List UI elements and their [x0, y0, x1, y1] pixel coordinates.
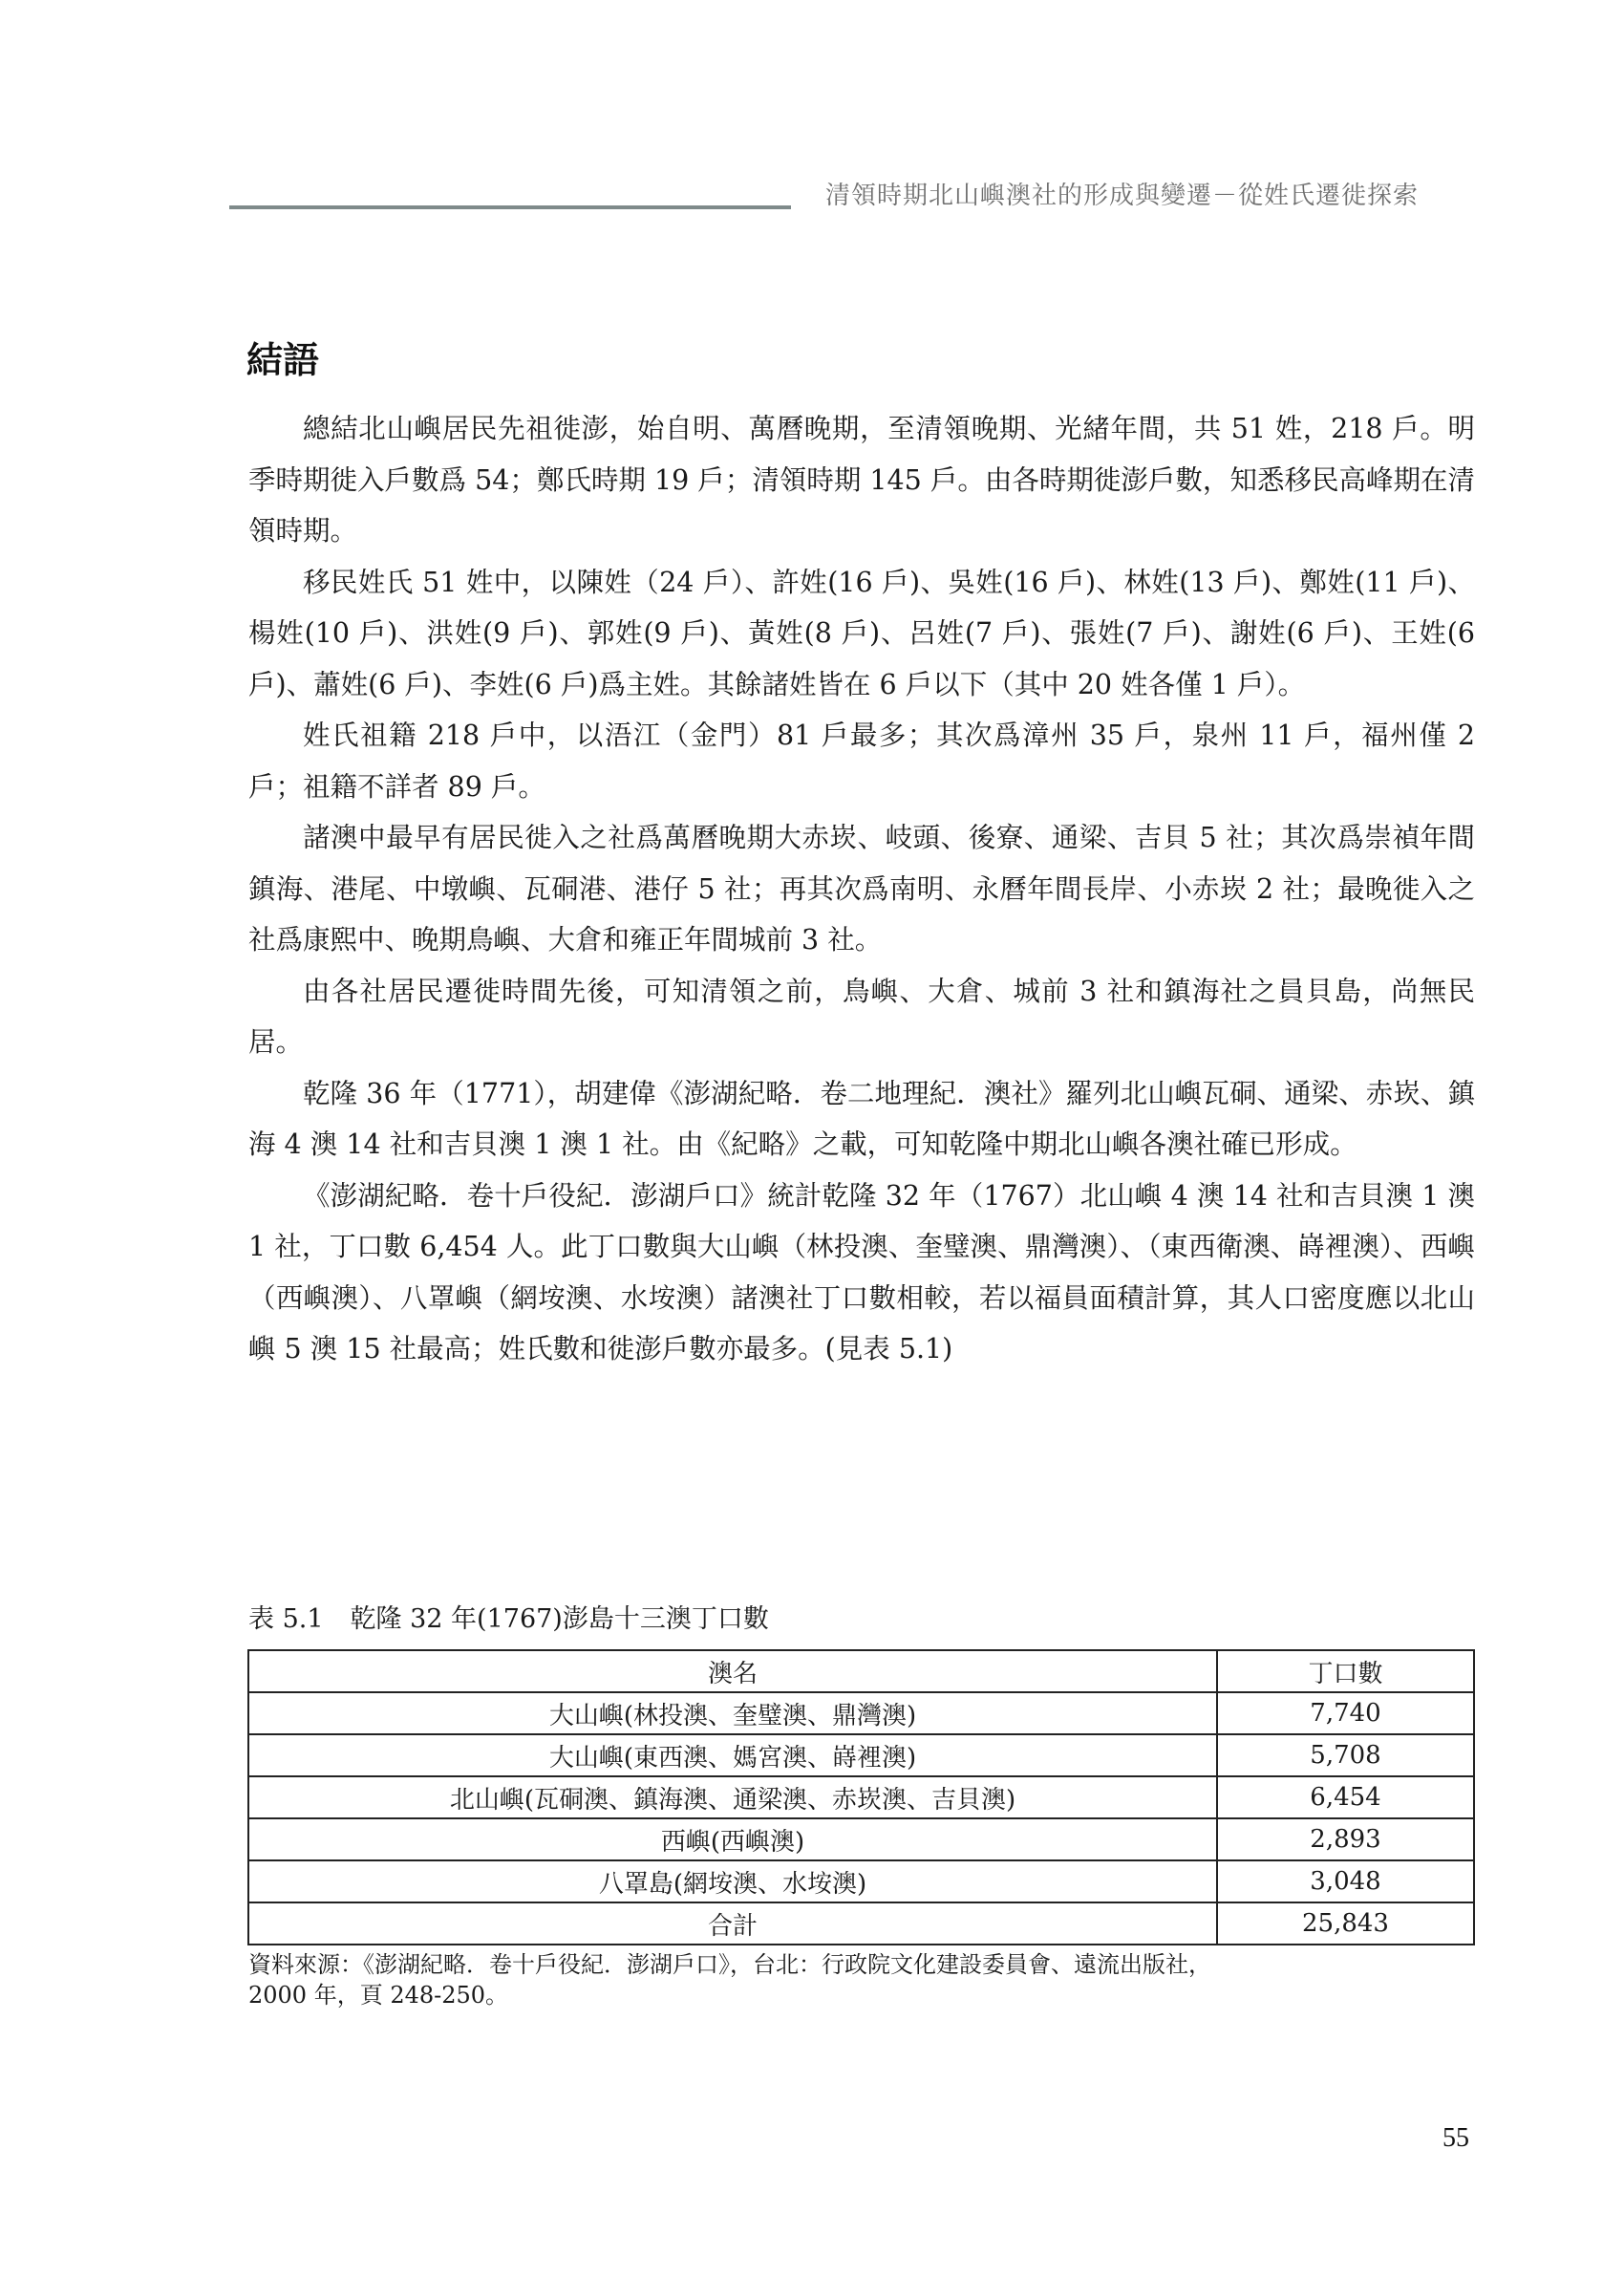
population-table: [247, 1649, 1475, 1945]
table-row: [248, 1818, 1474, 1860]
column-header-name: 澳名: [248, 1650, 1217, 1692]
body-text: [248, 403, 1475, 1375]
table-total-row: [248, 1902, 1474, 1945]
running-head-title: 清領時期北山嶼澳社的形成與變遷－從姓氏遷徙探索: [825, 182, 1420, 210]
column-header-population: 丁口數: [1217, 1650, 1474, 1692]
table-source-note: [248, 1949, 1481, 2010]
table-row: [248, 1860, 1474, 1902]
cell-name: 西嶼(西嶼澳): [248, 1818, 1217, 1860]
cell-name: 八罩島(網垵澳、水垵澳): [248, 1860, 1217, 1902]
cell-name: 大山嶼(東西澳、媽宮澳、嵵裡澳): [248, 1734, 1217, 1776]
cell-value: 3,048: [1217, 1860, 1474, 1902]
page-number: 55: [1442, 2123, 1469, 2153]
paragraph: 移民姓氏 51 姓中，以陳姓（24 戶）、許姓(16 戶)、吳姓(16 戶)、林姓(13 戶)、鄭姓(11 戶)、楊姓(10 戶)、洪姓(9 戶)、郭姓(9 戶)、黃姓(8 戶)、呂姓(7 戶)、張姓(7 戶)、謝姓(6 戶)、王姓(6 戶)、蕭姓(6 戶)、李姓(6 戶)爲主姓。其餘諸姓皆在 6 戶以下（其中 20 姓各僅 1 戶）。: [248, 566, 1475, 700]
table-row: [248, 1692, 1474, 1734]
table-caption-title: 乾隆 32 年(1767)澎島十三澳丁口數: [350, 1604, 769, 1634]
paragraph: 姓氏祖籍 218 戶中，以浯江（金門）81 戶最多；其次爲漳州 35 戶，泉州 11 戶，福州僅 2 戶；祖籍不詳者 89 戶。: [248, 720, 1475, 803]
table-caption-number: 表 5.1: [248, 1604, 324, 1634]
cell-name: 大山嶼(林投澳、奎璧澳、鼎灣澳): [248, 1692, 1217, 1734]
cell-value: 25,843: [1217, 1902, 1474, 1945]
paragraph: 諸澳中最早有居民徙入之社爲萬曆晚期大赤崁、岐頭、後寮、通梁、吉貝 5 社；其次爲崇禎年間鎮海、港尾、中墩嶼、瓦硐港、港仔 5 社；再其次爲南明、永曆年間長岸、小赤崁 2 社；最晚徙入之社爲康熙中、晚期鳥嶼、大倉和雍正年間城前 3 社。: [248, 822, 1475, 956]
cell-value: 5,708: [1217, 1734, 1474, 1776]
table-caption: [248, 1598, 769, 1635]
cell-name: 北山嶼(瓦硐澳、鎮海澳、通梁澳、赤崁澳、吉貝澳): [248, 1776, 1217, 1818]
source-line: 資料來源：《澎湖紀略．卷十戶役紀．澎湖戶口》，台北：行政院文化建設委員會、遠流出版社，: [248, 1951, 1211, 1978]
cell-name: 合計: [248, 1902, 1217, 1945]
running-head-rule: [229, 205, 791, 209]
table-row: [248, 1734, 1474, 1776]
paragraph: 由各社居民遷徙時間先後，可知清領之前，鳥嶼、大倉、城前 3 社和鎮海社之員貝島，尚無民居。: [248, 975, 1475, 1058]
table-row: [248, 1776, 1474, 1818]
table-header-row: [248, 1650, 1474, 1692]
section-heading: 結語: [246, 338, 320, 381]
paragraph: 總結北山嶼居民先祖徙澎，始自明、萬曆晚期，至清領晚期、光緒年間，共 51 姓，218 戶。明季時期徙入戶數爲 54；鄭氏時期 19 戶；清領時期 145 戶。由各時期徙澎戶數，知悉移民高峰期在清領時期。: [248, 413, 1475, 547]
cell-value: 2,893: [1217, 1818, 1474, 1860]
source-line: 2000 年，頁 248-250。: [248, 1982, 509, 2009]
cell-value: 7,740: [1217, 1692, 1474, 1734]
cell-value: 6,454: [1217, 1776, 1474, 1818]
paragraph: 乾隆 36 年（1771），胡建偉《澎湖紀略．卷二地理紀．澳社》羅列北山嶼瓦硐、通梁、赤崁、鎮海 4 澳 14 社和吉貝澳 1 澳 1 社。由《紀略》之載，可知乾隆中期北山嶼各澳社確已形成。: [248, 1077, 1475, 1160]
paragraph: 《澎湖紀略．卷十戶役紀．澎湖戶口》統計乾隆 32 年（1767）北山嶼 4 澳 14 社和吉貝澳 1 澳 1 社，丁口數 6,454 人。此丁口數與大山嶼（林投澳、奎璧澳、鼎灣澳）、（東西衛澳、嵵裡澳）、西嶼（西嶼澳）、八罩嶼（網垵澳、水垵澳）諸澳社丁口數相較，若以福員面積計算，其人口密度應以北山嶼 5 澳 15 社最高；姓氏數和徙澎戶數亦最多。(見表 5.1): [248, 1179, 1475, 1365]
